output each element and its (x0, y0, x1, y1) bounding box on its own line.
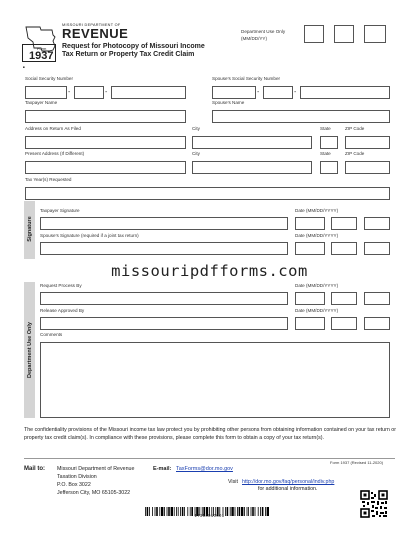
present-address-label: Present Address (If Different) (25, 151, 85, 156)
dept-date2-yyyy[interactable] (364, 317, 390, 330)
state-field[interactable] (320, 136, 338, 149)
spouse-ssn-part1[interactable] (212, 86, 256, 99)
city-field[interactable] (192, 136, 312, 149)
sig-date2-yyyy[interactable] (364, 242, 390, 255)
watermark-text: missouripdfforms.com (111, 262, 308, 280)
taxpayer-sig-field[interactable] (40, 217, 288, 230)
confidentiality-notice: The confidentiality provisions of the Missouri income tax law protect you by prohibiting other persons from obtaining information contained on your tax return or property tax credit claim(s). In compliance with these provisions, please complete this form to obtain a copy of your tax return(s). (24, 427, 396, 441)
form-number: 1937 (29, 50, 54, 62)
sig-date1-mm[interactable] (295, 217, 325, 230)
spouse-sig-label: Spouse's Signature (required if a joint tax return) (40, 233, 139, 238)
footer-divider (24, 458, 395, 459)
city2-field[interactable] (192, 161, 312, 174)
form-title-line1: Request for Photocopy of Missouri Income (62, 43, 205, 50)
dept-use-section-label: Department Use Only (27, 322, 33, 378)
spouse-name-field[interactable] (212, 110, 390, 123)
form-label: Form (37, 46, 47, 51)
dept-date1-yyyy[interactable] (364, 292, 390, 305)
footnote-mark: ■ (23, 65, 25, 69)
sig-date1-yyyy[interactable] (364, 217, 390, 230)
mail-address-line1: Missouri Department of Revenue (57, 466, 135, 472)
dept-date1-mm[interactable] (295, 292, 325, 305)
form-title-line2: Tax Return or Property Tax Credit Claim (62, 51, 195, 58)
form-number-box (22, 44, 56, 62)
dept-date2-mm[interactable] (295, 317, 325, 330)
visit-suffix: for additional information. (258, 486, 318, 492)
sig-date1-label: Date (MM/DD/YYYY) (295, 208, 339, 213)
sig-date2-label: Date (MM/DD/YYYY) (295, 233, 339, 238)
state2-label: State (320, 151, 331, 156)
request-process-field[interactable] (40, 292, 288, 305)
dept-date2-dd[interactable] (331, 317, 357, 330)
visit-url-link[interactable]: http://dor.mo.gov/faq/personal/indiv.php (242, 479, 335, 485)
comments-field[interactable] (40, 342, 390, 418)
sig-date2-mm[interactable] (295, 242, 325, 255)
dept-use-date-month[interactable] (304, 25, 324, 43)
tax-years-field[interactable] (25, 187, 390, 200)
mail-to-label: Mail to: (24, 466, 45, 472)
spouse-sig-field[interactable] (40, 242, 288, 255)
taxpayer-sig-label: Taxpayer Signature (40, 208, 80, 213)
mail-address-line4: Jefferson City, MO 65105-3022 (57, 490, 131, 496)
release-approved-label: Release Approved By (40, 308, 85, 313)
request-process-label: Request Process By (40, 283, 82, 288)
spouse-ssn-part3[interactable] (300, 86, 390, 99)
spouse-ssn-part2[interactable] (263, 86, 293, 99)
signature-section-label: Signature (27, 216, 33, 242)
zip-label: ZIP Code (345, 126, 365, 131)
ssn-part3[interactable] (111, 86, 186, 99)
tax-years-label: Tax Year(s) Requested (25, 177, 72, 182)
city-label: City (192, 126, 200, 131)
ssn-part1[interactable] (25, 86, 67, 99)
spouse-ssn-label: Spouse's Social Security Number (212, 76, 281, 81)
dept-date1-label: Date (MM/DD/YYYY) (295, 283, 339, 288)
release-approved-field[interactable] (40, 317, 288, 330)
spouse-name-label: Spouse's Name (212, 100, 245, 105)
zip2-label: ZIP Code (345, 151, 365, 156)
form-revision: Form 1937 (Revised 11-2020) (330, 460, 384, 465)
dept-use-label: Department Use Only (241, 29, 286, 34)
email-label: E-mail: (153, 466, 172, 472)
barcode-icon (145, 503, 270, 512)
agency-line: MISSOURI DEPARTMENT OF (62, 23, 121, 27)
address-filed-field[interactable] (25, 136, 186, 149)
barcode-number: 17354010001 (194, 513, 225, 518)
zip-field[interactable] (345, 136, 390, 149)
ssn-label: Social Security Number (25, 76, 73, 81)
zip2-field[interactable] (345, 161, 390, 174)
mail-address-line2: Taxation Division (57, 474, 97, 480)
email-link[interactable]: TaxForms@dor.mo.gov (176, 466, 233, 472)
taxpayer-name-label: Taxpayer Name (25, 100, 58, 105)
present-address-field[interactable] (25, 161, 186, 174)
city2-label: City (192, 151, 200, 156)
visit-prefix: Visit (228, 479, 238, 485)
address-filed-label: Address on Return As Filed (25, 126, 81, 131)
sig-date2-dd[interactable] (331, 242, 357, 255)
dept-use-date-year[interactable] (364, 25, 386, 43)
dept-use-format: (MM/DD/YY) (241, 36, 268, 41)
sig-date1-dd[interactable] (331, 217, 357, 230)
dept-date1-dd[interactable] (331, 292, 357, 305)
state2-field[interactable] (320, 161, 338, 174)
comments-label: Comments (40, 332, 63, 337)
dept-date2-label: Date (MM/DD/YYYY) (295, 308, 339, 313)
agency-logo: REVENUE (62, 26, 129, 41)
state-label: State (320, 126, 331, 131)
dept-use-date-day[interactable] (334, 25, 354, 43)
ssn-part2[interactable] (74, 86, 104, 99)
taxpayer-name-field[interactable] (25, 110, 186, 123)
mail-address-line3: P.O. Box 3022 (57, 482, 91, 488)
